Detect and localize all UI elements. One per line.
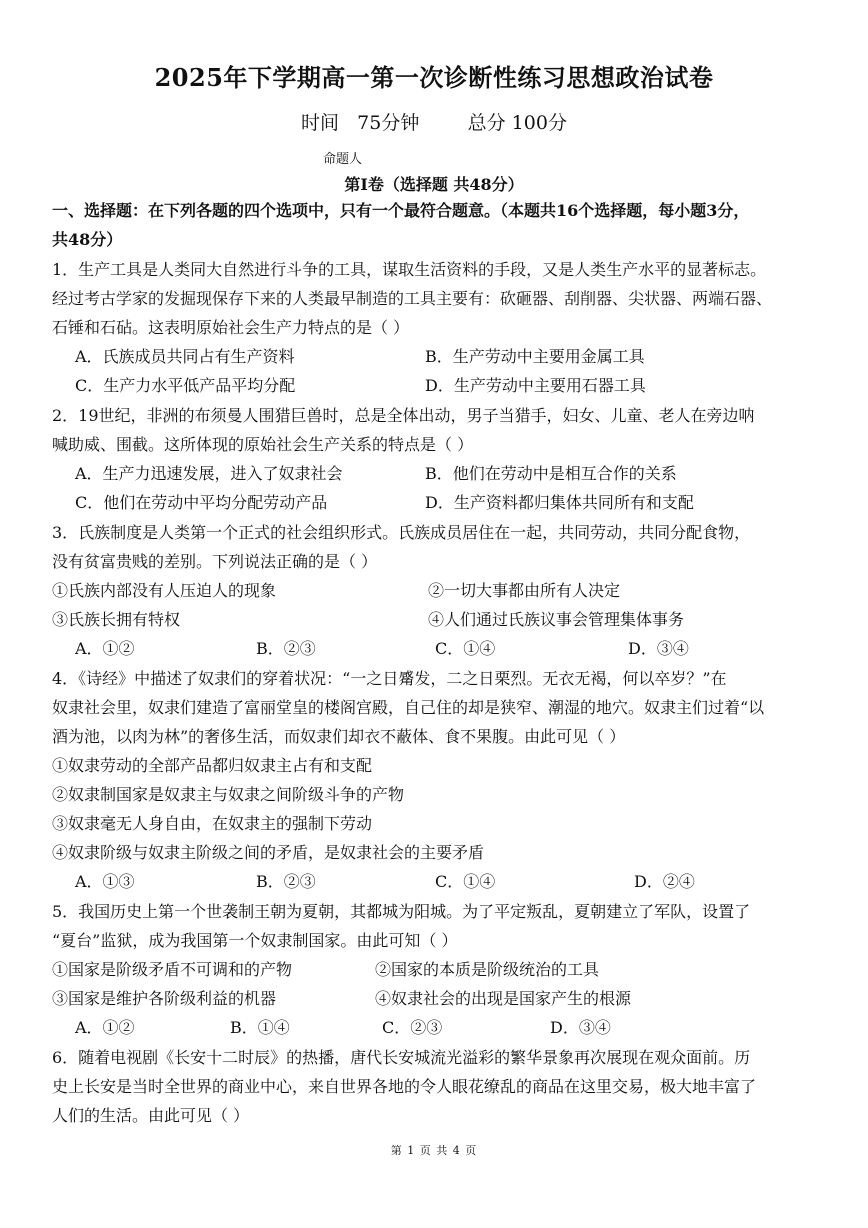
section-title: 第I卷（选择题 共48分） <box>344 175 524 194</box>
question-5-text: 5．我国历史上第一个世袭制王朝为夏朝，其都城为阳城。为了平定叛乱，夏朝建立了军队，设置了 <box>52 902 751 921</box>
question-3-option-b: B．②③ <box>256 639 316 658</box>
instructions-line: 共48分） <box>52 230 123 249</box>
page-footer: 第 1 页 共 4 页 <box>390 1144 478 1157</box>
question-4-option-d: D．②④ <box>634 872 695 891</box>
question-1-text: 1．生产工具是人类同大自然进行斗争的工具，谋取生活资料的手段，又是人类生产水平的显著标志。 <box>52 260 767 279</box>
question-4-item: ②奴隶制国家是奴隶主与奴隶之间阶级斗争的产物 <box>52 785 405 804</box>
question-3-option-c: C．①④ <box>435 639 496 658</box>
instructions-line: 一、选择题：在下列各题的四个选项中，只有一个最符合题意。（本题共16个选择题，每小题3分， <box>52 201 750 220</box>
question-3-option-a: A．①② <box>75 639 135 658</box>
question-5-text: “夏台”监狱，成为我国第一个奴隶制国家。由此可知（ ） <box>52 931 458 950</box>
question-1-option-b: B．生产劳动中主要用金属工具 <box>425 347 645 366</box>
question-2-option-c: C．他们在劳动中平均分配劳动产品 <box>75 493 328 512</box>
question-3-item: ④人们通过氏族议事会管理集体事务 <box>428 610 685 629</box>
question-2-text: 2．19世纪，非洲的布须曼人围猎巨兽时，总是全体出动，男子当猎手，妇女、儿童、老人在旁边呐 <box>52 406 755 425</box>
question-3-item: ②一切大事都由所有人决定 <box>428 581 621 600</box>
question-1-option-a: A．氏族成员共同占有生产资料 <box>75 347 295 366</box>
question-4-text: 酒为池，以肉为林”的奢侈生活，而奴隶们却衣不蔽体、食不果腹。由此可见（ ） <box>52 727 626 746</box>
question-4-item: ①奴隶劳动的全部产品都归奴隶主占有和支配 <box>52 756 373 775</box>
question-4-item: ③奴隶毫无人身自由，在奴隶主的强制下劳动 <box>52 814 373 833</box>
question-1-option-c: C．生产力水平低产品平均分配 <box>75 376 296 395</box>
question-3-item: ①氏族内部没有人压迫人的现象 <box>52 581 277 600</box>
question-5-item: ③国家是维护各阶级利益的机器 <box>52 989 277 1008</box>
question-5-item: ①国家是阶级矛盾不可调和的产物 <box>52 960 293 979</box>
question-6-text: 史上长安是当时全世界的商业中心，来自世界各地的令人眼花缭乱的商品在这里交易，极大地丰富了 <box>52 1077 757 1096</box>
question-setter: 命题人 <box>323 152 363 167</box>
question-3-text: 3．氏族制度是人类第一个正式的社会组织形式。氏族成员居住在一起，共同劳动，共同分配食物， <box>52 523 751 542</box>
question-5-option-c: C．②③ <box>382 1018 443 1037</box>
question-5-item: ④奴隶社会的出现是国家产生的根源 <box>375 989 632 1008</box>
question-5-item: ②国家的本质是阶级统治的工具 <box>375 960 600 979</box>
question-6-text: 6．随着电视剧《长安十二时辰》的热播，唐代长安城流光溢彩的繁华景象再次展现在观众面前。历 <box>52 1048 751 1067</box>
question-4-option-b: B．②③ <box>256 872 316 891</box>
question-4-option-a: A．①③ <box>75 872 135 891</box>
question-1-text: 经过考古学家的发掘现保存下来的人类最早制造的工具主要有：砍砸器、刮削器、尖状器、两端石器、 <box>52 289 773 308</box>
question-1-option-d: D．生产劳动中主要用石器工具 <box>425 376 646 395</box>
question-5-option-b: B．①④ <box>230 1018 290 1037</box>
question-4-item: ④奴隶阶级与奴隶主阶级之间的矛盾，是奴隶社会的主要矛盾 <box>52 843 485 862</box>
question-1-text: 石锤和石砧。这表明原始社会生产力特点的是（ ） <box>52 318 410 337</box>
question-4-text: 奴隶社会里，奴隶们建造了富丽堂皇的楼阁宫殿，自己住的却是狭窄、潮湿的地穴。奴隶主们过着“以 <box>52 698 765 717</box>
question-2-text: 喊助威、围截。这所体现的原始社会生产关系的特点是（ ） <box>52 435 474 454</box>
question-4-option-c: C．①④ <box>435 872 496 891</box>
question-2-option-b: B．他们在劳动中是相互合作的关系 <box>425 464 677 483</box>
question-3-item: ③氏族长拥有特权 <box>52 610 181 629</box>
question-2-option-a: A．生产力迅速发展，进入了奴隶社会 <box>75 464 343 483</box>
question-6-text: 人们的生活。由此可见（ ） <box>52 1106 250 1125</box>
question-3-option-d: D．③④ <box>628 639 689 658</box>
question-3-text: 没有贫富贵贱的差别。下列说法正确的是（ ） <box>52 552 378 571</box>
question-5-option-d: D．③④ <box>550 1018 611 1037</box>
exam-title: 2025年下学期高一第一次诊断性练习思想政治试卷 <box>154 63 714 92</box>
question-5-option-a: A．①② <box>75 1018 135 1037</box>
question-2-option-d: D．生产资料都归集体共同所有和支配 <box>425 493 694 512</box>
question-4-text: 4．《诗经》中描述了奴隶们的穿着状况：“一之日觱发，二之日栗烈。无衣无褐，何以卒岁？”在 <box>52 669 727 688</box>
time-and-score: 时间 75分钟 总分 100分 <box>301 112 567 134</box>
